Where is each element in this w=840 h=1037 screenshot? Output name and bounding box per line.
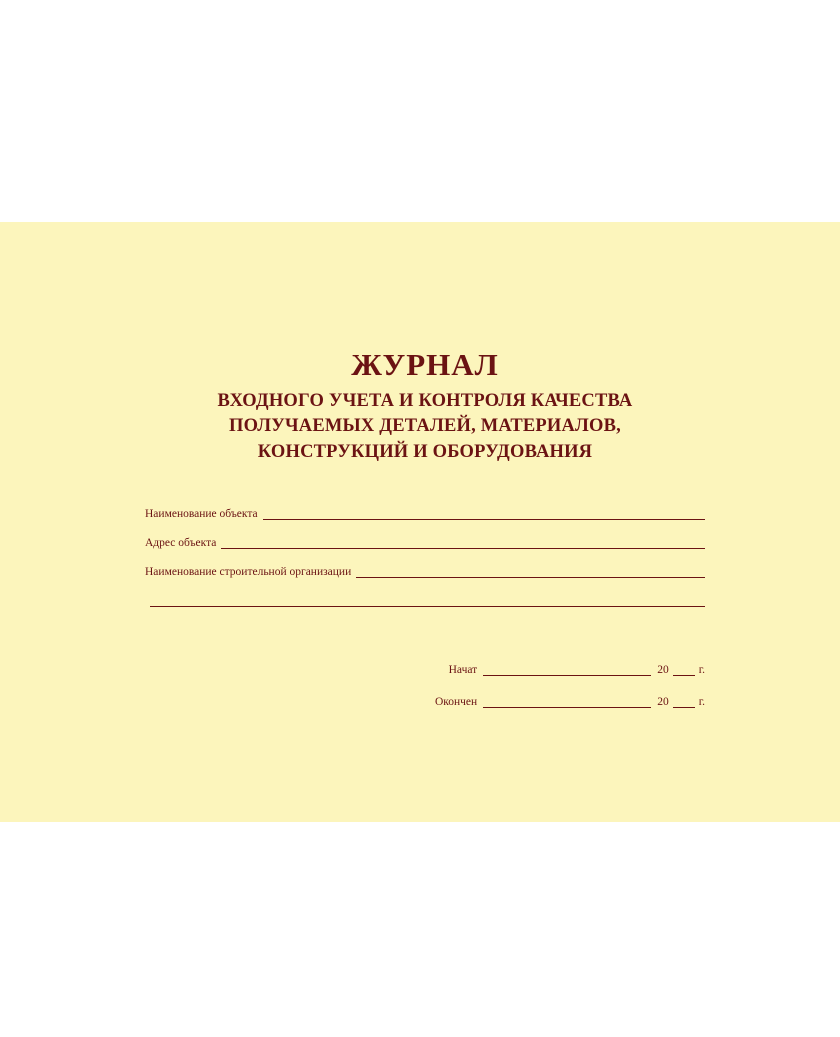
title-subline-2: ПОЛУЧАЕМЫХ ДЕТАЛЕЙ, МАТЕРИАЛОВ,: [229, 416, 621, 437]
date-fields: [145, 664, 705, 728]
title-subline-1: ВХОДНОГО УЧЕТА И КОНТРОЛЯ КАЧЕСТВА: [217, 390, 633, 411]
field-label-object-address: Адрес объекта: [145, 536, 217, 549]
field-input-object-name[interactable]: [263, 508, 705, 520]
field-organization-name: [145, 566, 705, 578]
field-end-date: [145, 696, 705, 708]
field-start-date: [145, 664, 705, 676]
field-input-start-date[interactable]: [483, 664, 651, 676]
title-block: [145, 348, 705, 465]
field-label-organization-name: Наименование строительной организации: [145, 565, 352, 578]
field-input-end-year[interactable]: [673, 696, 695, 708]
field-input-end-date[interactable]: [483, 696, 651, 708]
journal-cover: [0, 222, 840, 822]
field-label-start-year-suffix: г.: [698, 663, 705, 676]
object-fields: [145, 508, 705, 624]
field-label-object-name: Наименование объекта: [145, 507, 258, 520]
field-input-object-address[interactable]: [221, 537, 705, 549]
page-title: ЖУРНАЛ: [351, 347, 499, 382]
field-label-end-year-suffix: г.: [698, 695, 705, 708]
field-organization-name-continued: [145, 595, 705, 607]
cover-content: [145, 222, 705, 822]
field-input-start-year[interactable]: [673, 664, 695, 676]
field-object-address: [145, 537, 705, 549]
field-input-organization-name[interactable]: [356, 566, 705, 578]
field-label-start-year-prefix: 20: [657, 663, 669, 676]
field-label-start-date: Начат: [448, 663, 478, 676]
field-input-organization-name-continued[interactable]: [150, 595, 705, 607]
field-object-name: [145, 508, 705, 520]
title-subline-3: КОНСТРУКЦИЙ И ОБОРУДОВАНИЯ: [257, 441, 593, 462]
field-label-end-date: Окончен: [434, 695, 478, 708]
field-label-end-year-prefix: 20: [657, 695, 669, 708]
